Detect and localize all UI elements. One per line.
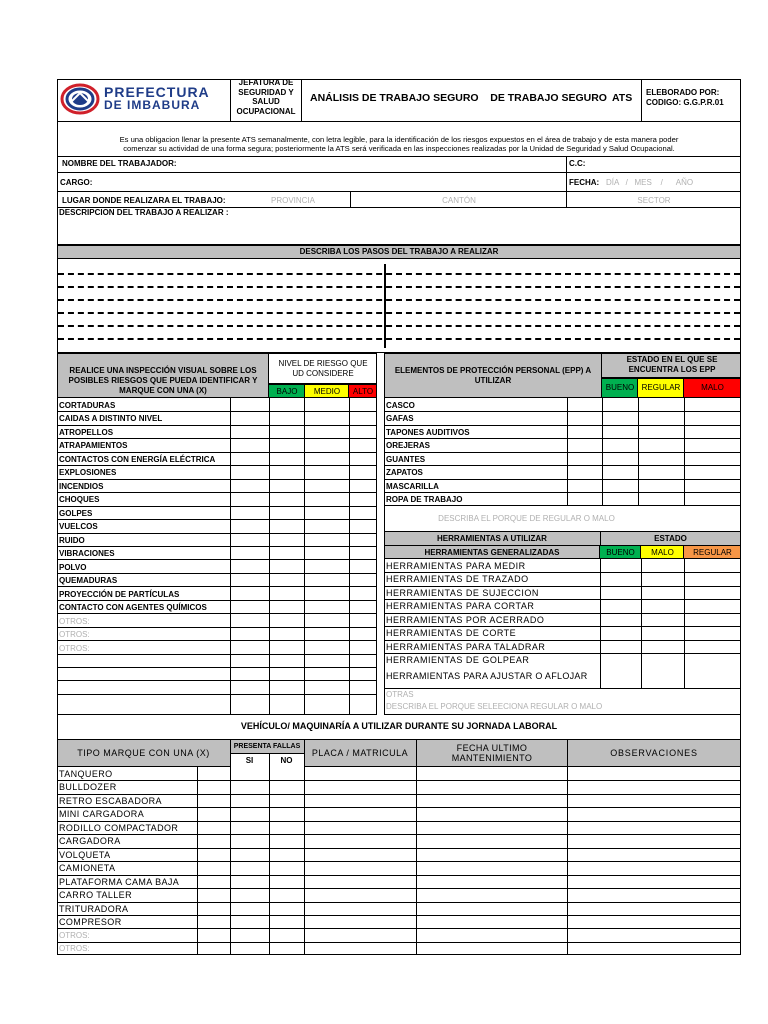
epp-item[interactable]: TAPONES AUDITIVOS [386,428,470,437]
grid-line [57,425,377,426]
grid-line [57,438,377,439]
prefectura-logo [60,83,100,115]
medio-label: MEDIO [313,387,341,396]
elaborado-label: ELEBORADO POR: [646,88,720,97]
grid-line [384,492,741,493]
grid-line [384,465,741,466]
riesgo-otros[interactable]: OTROS: [59,644,90,653]
herramienta-item[interactable]: HERRAMIENTAS PARA AJUSTAR O AFLOJAR [386,671,588,681]
herr-malo-label: MALO [651,548,674,557]
grid-line [384,586,741,587]
grid-line [57,861,741,862]
grid-line [57,875,741,876]
fecha-placeholder[interactable]: DÍA / MES / AÑO [606,178,694,187]
grid-line [57,640,377,641]
grid-line [57,848,741,849]
herramienta-describa[interactable]: DESCRIBA EL PORQUE SELEECIONA REGULAR O MALO [386,702,603,711]
epp-item[interactable]: ROPA DE TRABAJO [386,495,463,504]
herramienta-item[interactable]: HERRAMIENTAS DE CORTE [386,628,517,638]
vehiculos-presenta: PRESENTA FALLAS [233,743,301,750]
riesgo-item[interactable]: ATROPELLOS [59,428,114,437]
vehiculo-item[interactable]: CARGADORA [59,836,121,846]
lugar-label: LUGAR DONDE REALIZARA EL TRABAJO: [62,196,226,205]
riesgo-item[interactable]: INCENDIOS [59,482,104,491]
grid-line [57,694,377,695]
epp-bueno-label: BUENO [605,383,635,392]
org-name-line2: DE IMBABURA [104,98,201,112]
vehiculo-item[interactable]: MINI CARGADORA [59,809,145,819]
grid-line [57,613,377,614]
grid-line [57,533,377,534]
vehiculo-otros[interactable]: OTROS: [59,944,90,953]
ats-label: ATS [612,92,633,104]
grid-line [57,519,377,520]
grid-line [57,600,377,601]
epp-regular-label: REGULAR [641,383,681,392]
bajo-label: BAJO [276,387,298,396]
grid-line [57,834,741,835]
herramienta-item[interactable]: HERRAMIENTAS PARA CORTAR [386,601,535,611]
vehiculos-si: SI [245,756,254,765]
fecha-label: FECHA: [569,178,600,187]
epp-malo-label: MALO [701,383,724,392]
grid-line [384,479,741,480]
grid-line [384,572,741,573]
epp-item[interactable]: MASCARILLA [386,482,439,491]
canton-field[interactable]: CANTÓN [442,196,476,205]
grid-line [57,654,377,655]
grid-line [57,546,377,547]
grid-line [57,465,377,466]
riesgo-item[interactable]: CONTACTO CON AGENTES QUÍMICOS [59,603,207,612]
grid-line [57,452,377,453]
herramientas-estado: ESTADO [654,534,687,543]
grid-line [57,573,377,574]
vehiculo-item[interactable]: CARRO TALLER [59,890,132,900]
herramienta-item[interactable]: HERRAMIENTAS DE SUJECCION [386,588,539,598]
herramienta-otras[interactable]: OTRAS [386,690,414,699]
epp-estado-label: ESTADO EN EL QUE SE ENCUENTRA LOS EPP [626,355,718,374]
grid-line [57,479,377,480]
provincia-field[interactable]: PROVINCIA [270,196,315,205]
intro-line2: comenzar su actividad de una forma segura; posteriormente la ATS será verificada en las inspecciones realizadas por la Unidad de Seguridad y Salud Ocupacional. [123,144,675,153]
alto-label: ALTO [352,387,374,396]
intro-line1: Es una obligacion llenar la presente ATS semanalmente, con letra legible, para la identificación de los riesgos expuestos en el área de trabajo y de esta manera poder [119,135,679,144]
descripcion-field[interactable] [58,218,740,244]
vehiculo-item[interactable]: TANQUERO [59,769,113,779]
herramienta-item[interactable]: HERRAMIENTAS DE GOLPEAR [386,655,530,665]
vehiculos-obs: OBSERVACIONES [610,748,698,758]
vehiculo-item[interactable]: COMPRESOR [59,917,122,927]
herramientas-sub: HERRAMIENTAS GENERALIZADAS [424,548,560,557]
epp-item[interactable]: CASCO [386,401,415,410]
riesgo-otros[interactable]: OTROS: [59,630,90,639]
vehiculos-title: VEHÍCULO/ MAQUINARÍA A UTILIZAR DURANTE SU JORNADA LABORAL [240,721,558,731]
epp-item[interactable]: OREJERAS [386,441,431,450]
riesgo-item[interactable]: GOLPES [59,509,93,518]
vehiculo-otros[interactable]: OTROS: [59,931,90,940]
vehiculo-item[interactable]: VOLQUETA [59,850,111,860]
grid-line [57,942,741,943]
herramienta-item[interactable]: HERRAMIENTAS PARA MEDIR [386,561,526,571]
grid-line [384,425,741,426]
nombre-label: NOMBRE DEL TRABAJADOR: [62,159,177,168]
grid-line [57,627,377,628]
vehiculos-fecha: FECHA ULTIMO MANTENIMIENTO [451,743,533,763]
riesgo-item[interactable]: ATRAPAMIENTOS [59,441,128,450]
vehiculo-item[interactable]: TRITURADORA [59,904,129,914]
riesgo-item[interactable]: RUIDO [59,536,85,545]
grid-line [57,780,741,781]
grid-line [57,821,741,822]
grid-line [384,411,741,412]
vehiculo-item[interactable]: PLATAFORMA CAMA BAJA [59,877,180,887]
grid-line [384,438,741,439]
herramienta-item[interactable]: HERRAMIENTAS PARA TALADRAR [386,642,546,652]
cargo-field[interactable] [95,173,565,190]
org-name-line1: PREFECTURA [104,84,210,100]
vehiculo-item[interactable]: RETRO ESCABADORA [59,796,162,806]
vehiculos-tipo: TIPO MARQUE CON UNA (X) [77,748,210,758]
grid-line [57,492,377,493]
herramienta-item[interactable]: HERRAMIENTAS POR ACERRADO [386,615,545,625]
grid-line [384,653,741,654]
epp-item[interactable]: ZAPATOS [386,468,423,477]
riesgo-item[interactable]: QUEMADURAS [59,576,118,585]
riesgo-item[interactable]: POLVO [59,563,87,572]
grid-line [57,915,741,916]
epp-item[interactable]: GUANTES [386,455,426,464]
pasos-title: DESCRIBA LOS PASOS DEL TRABAJO A REALIZAR [299,247,499,256]
grid-line [57,794,741,795]
nombre-field[interactable] [180,157,565,171]
riesgo-otros[interactable]: OTROS: [59,617,90,626]
grid-line [384,640,741,641]
jefatura-label: JEFATURA DE SEGURIDAD Y SALUD OCUPACIONAL [236,78,296,116]
form-title: ANÁLISIS DE TRABAJO SEGURO DE TRABAJO SEGURO [310,92,607,104]
vehiculo-item[interactable]: RODILLO COMPACTADOR [59,823,179,833]
sector-field[interactable]: SECTOR [637,196,671,205]
vehiculos-placa: PLACA / MATRICULA [311,748,409,758]
riesgo-item[interactable]: CHOQUES [59,495,100,504]
descripcion-label: DESCRIPCION DEL TRABAJO A REALIZAR : [59,208,229,217]
riesgos-instruction: REALICE UNA INSPECCIÓN VISUAL SOBRE LOS POSIBLES RIESGOS QUE PUEDA IDENTIFICAR Y MARQUE CON UNA (X) [68,366,258,395]
riesgo-item[interactable]: PROYECCIÓN DE PARTÍCULAS [59,590,180,599]
epp-describa: DESCRIBA EL PORQUE DE REGULAR O MALO [438,514,615,523]
herramienta-item[interactable]: HERRAMIENTAS DE TRAZADO [386,574,529,584]
grid-line [57,559,377,560]
herramientas-title: HERRAMIENTAS A UTILIZAR [437,534,547,543]
grid-line [57,667,377,668]
riesgo-item[interactable]: VUELCOS [59,522,98,531]
grid-line [384,613,741,614]
riesgo-item[interactable]: VIBRACIONES [59,549,115,558]
grid-line [57,888,741,889]
epp-item[interactable]: GAFAS [386,414,414,423]
nivel-label: NIVEL DE RIESGO QUE UD CONSIDERE [278,359,368,378]
grid-line [57,807,741,808]
epp-title: ELEMENTOS DE PROTECCIÓN PERSONAL (EPP) A UTILIZAR [394,366,592,385]
riesgo-item[interactable]: CAIDAS A DISTINTO NIVEL [59,414,163,423]
riesgo-item[interactable]: EXPLOSIONES [59,468,117,477]
cc-label: C.C: [569,159,586,168]
grid-line [57,411,377,412]
riesgo-item[interactable]: CORTADURAS [59,401,116,410]
grid-line [57,586,377,587]
herr-bueno-label: BUENO [606,548,635,557]
grid-line [57,506,377,507]
vehiculo-item[interactable]: BULLDOZER [59,782,117,792]
grid-line [57,680,377,681]
grid-line [57,902,741,903]
vehiculo-item[interactable]: CAMIONETA [59,863,116,873]
riesgo-item[interactable]: CONTACTOS CON ENERGÍA ELÉCTRICA [59,455,216,464]
codigo-label: CODIGO: G.G.P.R.01 [646,98,724,107]
grid-line [384,688,741,689]
cargo-label: CARGO: [60,178,93,187]
vehiculos-no: NO [280,756,293,765]
herr-regular-label: REGULAR [693,548,732,557]
grid-line [57,928,741,929]
grid-line [384,599,741,600]
grid-line [384,626,741,627]
grid-line [384,452,741,453]
